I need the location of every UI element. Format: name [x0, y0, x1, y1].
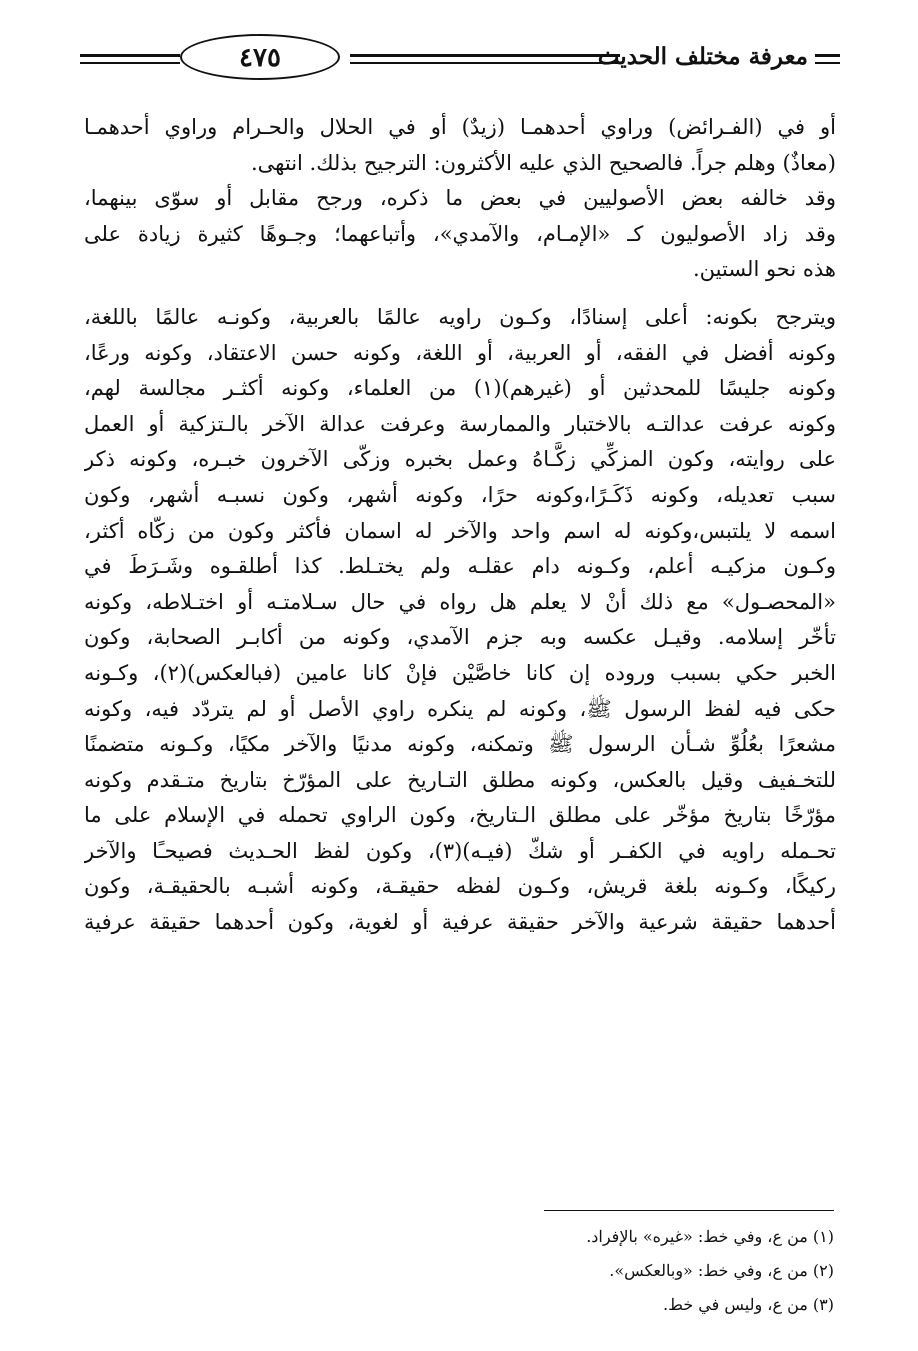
text-line: سبب تعديله، وكونه ذَكَـرًا،وكونه حرًا، وكونه أشهر، وكون نسبـه أشهر، وكون [84, 482, 836, 507]
paragraph-3 [84, 300, 836, 941]
footnotes [82, 1220, 834, 1322]
footnote-separator [544, 1210, 834, 1211]
text-line: تأخّر إسلامه. وقيـل عكسه وبه جزم الآمدي، وكونه من أكابـر الصحابة، وكون [84, 625, 836, 650]
footnote-3: (٣) من ع، وليس في خط. [663, 1295, 834, 1314]
text-line: وقد خالفه بعض الأصوليين في بعض ما ذكره، ورجح مقابل أو سوّى بينهما، [84, 186, 836, 211]
text-line: أو في (الفـرائض) وراوي أحدهمـا (زيدٌ) أو في الحلال والحـرام وراوي أحدهمـا [84, 115, 836, 139]
text-line: ركيكًا، وكـونه بلغة قريش، وكـون لفظه حقيقـة، وكونه أشبـه بالحقيقـة، وكون [84, 874, 836, 899]
header-rule-right [815, 54, 840, 64]
text-line: وكونه عرفت عدالتـه بالاختبار والممارسة وعرفت عدالة الآخر بالـتزكية أو العمل [84, 411, 836, 436]
text-line: (معاذٌ) وهلم جراً. فالصحيح الذي عليه الأكثرون: الترجيح بذلك. انتهى. [251, 150, 836, 175]
text-line: اسمه لا يلتبس،وكونه له اسم واحد والآخر له اسمان فأكثر وكون من زكّاه أكثر، [84, 518, 836, 543]
text-line: وقد زاد الأصوليون كـ «الإمـام، والآمدي»، وأتباعهما؛ وجـوهًا كثيرة زيادة على [84, 221, 836, 246]
text-line: ويترجح بكونه: أعلى إسنادًا، وكـون راويه عالمًا بالعربية، وكونـه عالمًا باللغة، [84, 304, 836, 329]
text-line: حكى فيه لفظ الرسول ﷺ، وكونه لم ينكره راوي الأصل أو لم يتردّد فيه، وكونه [84, 696, 836, 721]
text-line: على روايته، وكون المزكِّي زكَّـاهُ وعمل بخبره وزكّى الآخرون خبـره، وكونه ذكر [84, 447, 836, 472]
running-title: معرفة مختلف الحديث [597, 43, 808, 70]
footnote-1: (١) من ع، وفي خط: «غيره» بالإفراد. [586, 1227, 834, 1246]
text-line: هذه نحو الستين. [692, 257, 836, 282]
header-rule-left [80, 54, 180, 64]
paragraph-gap [84, 288, 836, 300]
text-line: تحـمله راويه في الكفـر أو شكّ (فيـه)(٣)، وكون لفظ الحـديث فصيحـًا والآخر [84, 838, 836, 863]
main-text [84, 110, 836, 941]
paragraph-2 [84, 181, 836, 288]
text-line: للتخـفيف وقيل بالعكس، وكونه مطلق التـاريخ على المؤرّخ بتاريخ متـقدم وكونه [84, 767, 836, 792]
text-line: وكـون مزكيـه أعلم، وكـونه دام عقلـه ولم يختـلط. كذا أطلقـوه وشَـرَطَ في [84, 554, 836, 579]
text-line: مؤرّخًا بتاريخ مؤخّر على مطلق الـتاريخ، وكون الراوي تحمله في الإسلام على ما [84, 803, 836, 828]
paragraph-1 [84, 110, 836, 181]
text-line: مشعرًا بعُلُوِّ شـأن الرسول ﷺ وتمكنه، وكونه مدنيًا والآخر مكيًا، وكـونه متضمنًا [84, 732, 836, 757]
text-line: وكونه جليسًا للمحدثين أو (غيرهم)(١) من العلماء، وكونه أكثـر مجالسة لهم، [84, 376, 836, 401]
text-line: «المحصـول» مع ذلك أنْ لا يعلم هل رواه في حال سـلامتـه أو اختـلاطه، وكونه [84, 589, 836, 614]
text-line: الخبر حكي بسبب وروده إن كانا خاصَّيْن فإنْ كانا عامين (فبالعكس)(٢)، وكـونه [84, 660, 836, 685]
page-header [70, 30, 840, 86]
page-number: ٤٧٥ [180, 34, 340, 80]
text-line: وكونه أفضل في الفقه، أو العربية، أو اللغة، وكونه حسن الاعتقاد، وكونه ورعًا، [84, 340, 836, 365]
footnote-2: (٢) من ع، وفي خط: «وبالعكس». [609, 1261, 834, 1280]
header-rule-middle [350, 54, 620, 64]
text-line: أحدهما حقيقة شرعية والآخر حقيقة عرفية أو لغوية، وكون أحدهما حقيقة عرفية [84, 910, 836, 935]
